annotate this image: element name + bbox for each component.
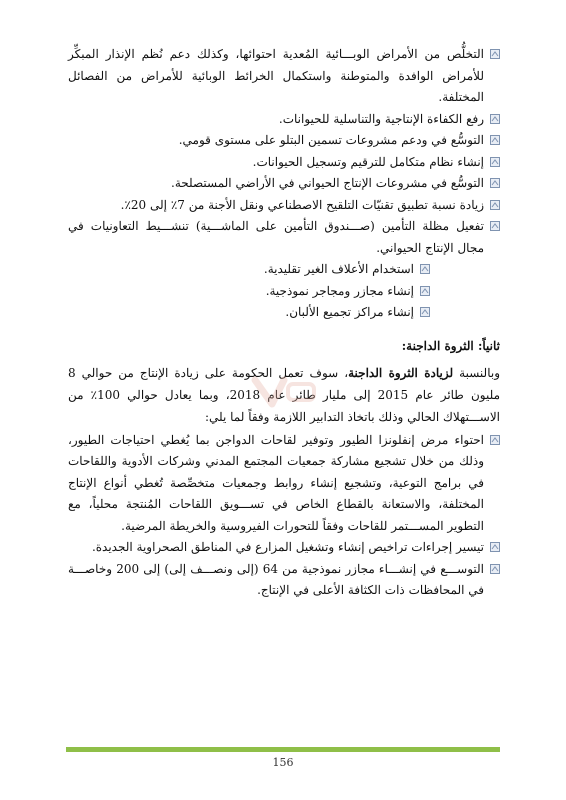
list-item	[68, 281, 500, 303]
list-item-text: زيادة نسبة تطبيق تقنيّات التلقيح الاصطناعي ونقل الأجنة من 7٪ إلى 20٪.	[120, 197, 484, 212]
list-item	[68, 152, 500, 174]
list-item	[68, 130, 500, 152]
list-item-text: احتواء مرض إنفلونزا الطيور وتوفير لقاحات الدواجن بما يُغطي احتياجات الطيور، وذلك من خلال تشجيع مشاركة جمعيات المجتمع المدني وشركات الأدوية واللقاحات في برامج التوعية، وتشجيع إنشاء روابط وجمعيات متخصِّصة تُغطي أنواع الإنتاج المختلفة، والاستعانة بالقطاع الخاص في تســـويق اللقاحات المُنتجة محلياً، مع التطوير المســـتمر للقاحات وفقاً للتحورات الفيروسية والخريطة المرضية.	[68, 432, 484, 533]
list-item	[68, 195, 500, 217]
list-item-text: التوســـع في إنشـــاء مجازر نموذجية من 64 (إلى ونصـــف إلى) إلى 200 وخاصـــة في المحافظات ذات الكثافة الأعلى في الإنتاج.	[68, 561, 485, 597]
bullet-icon	[490, 221, 500, 231]
list-item	[68, 430, 500, 538]
bullet-icon	[490, 178, 500, 188]
bullet-icon	[420, 286, 430, 296]
bullet-icon	[490, 435, 500, 445]
list-item-text: تفعيل مظلة التأمين (صـــندوق التأمين على الماشـــية) تنشـــيط التعاونيات في مجال الإنتاج الحيواني.	[68, 219, 484, 255]
list-item	[68, 259, 500, 281]
para-prefix: وبالنسبة	[453, 365, 501, 380]
list-item-text: التوسُّع في مشروعات الإنتاج الحيواني في الأراضي المستصلحة.	[171, 176, 484, 190]
page-content	[68, 44, 500, 602]
list-item-text: إنشاء مجازر ومجاجر نموذجية.	[265, 283, 414, 298]
bullet-icon	[490, 542, 500, 552]
para-bold-term: لزيادة الثروة الداجنة	[348, 365, 454, 380]
list-item	[68, 109, 500, 131]
bullet-list-livestock	[68, 44, 500, 259]
list-item-text: إنشاء مراكز تجميع الألبان.	[285, 305, 414, 319]
footer-divider	[66, 747, 500, 752]
bullet-icon	[490, 200, 500, 210]
bullet-list-poultry	[68, 430, 500, 602]
list-item	[68, 559, 500, 602]
bullet-icon	[490, 114, 500, 124]
section-heading-poultry: ثانياً: الثروة الداجنة:	[401, 338, 500, 353]
para-rest: ، سوف تعمل الحكومة على زيادة الإنتاج من حوالي 8 مليون طائر عام 2015 إلى مليار طائر عام 2018، وبما يعادل حوالي 100٪ من الاســـتهلاك الحالي وذلك باتخاذ التدابير اللازمة وفقاً لما يلي:	[68, 365, 501, 424]
list-item	[68, 302, 500, 324]
bullet-icon	[420, 264, 430, 274]
list-item-text: تيسير إجراءات تراخيص إنشاء وتشغيل المزارع في المناطق الصحراوية الجديدة.	[91, 540, 484, 554]
bullet-icon	[490, 135, 500, 145]
bullet-list-livestock-sub	[68, 259, 500, 324]
bullet-icon	[490, 157, 500, 167]
bullet-icon	[420, 307, 430, 317]
list-item-text: رفع الكفاءة الإنتاجية والتناسلية للحيوانات.	[278, 111, 484, 126]
list-item-text: إنشاء نظام متكامل للترقيم وتسجيل الحيوانات.	[252, 154, 484, 169]
list-item	[68, 216, 500, 259]
watermark-logo-icon	[250, 372, 320, 412]
list-item	[68, 173, 500, 195]
list-item-text: التخلُّص من الأمراض الوبـــائية المُعدية احتوائها، وكذلك دعم نُظم الإنذار المبكِّر للأمراض الوافدة والمتوطنة واستكمال الخرائط الوبائية للأمراض من الفصائل المختلفة.	[68, 47, 484, 104]
list-item-text: التوسُّع في ودعم مشروعات تسمين البتلو على مستوى قومي.	[178, 133, 484, 147]
list-item	[68, 44, 500, 109]
page-number: 156	[272, 756, 294, 769]
bullet-icon	[490, 564, 500, 574]
list-item	[68, 537, 500, 559]
list-item-text: استخدام الأعلاف الغير تقليدية.	[263, 262, 414, 276]
bullet-icon	[490, 49, 500, 59]
